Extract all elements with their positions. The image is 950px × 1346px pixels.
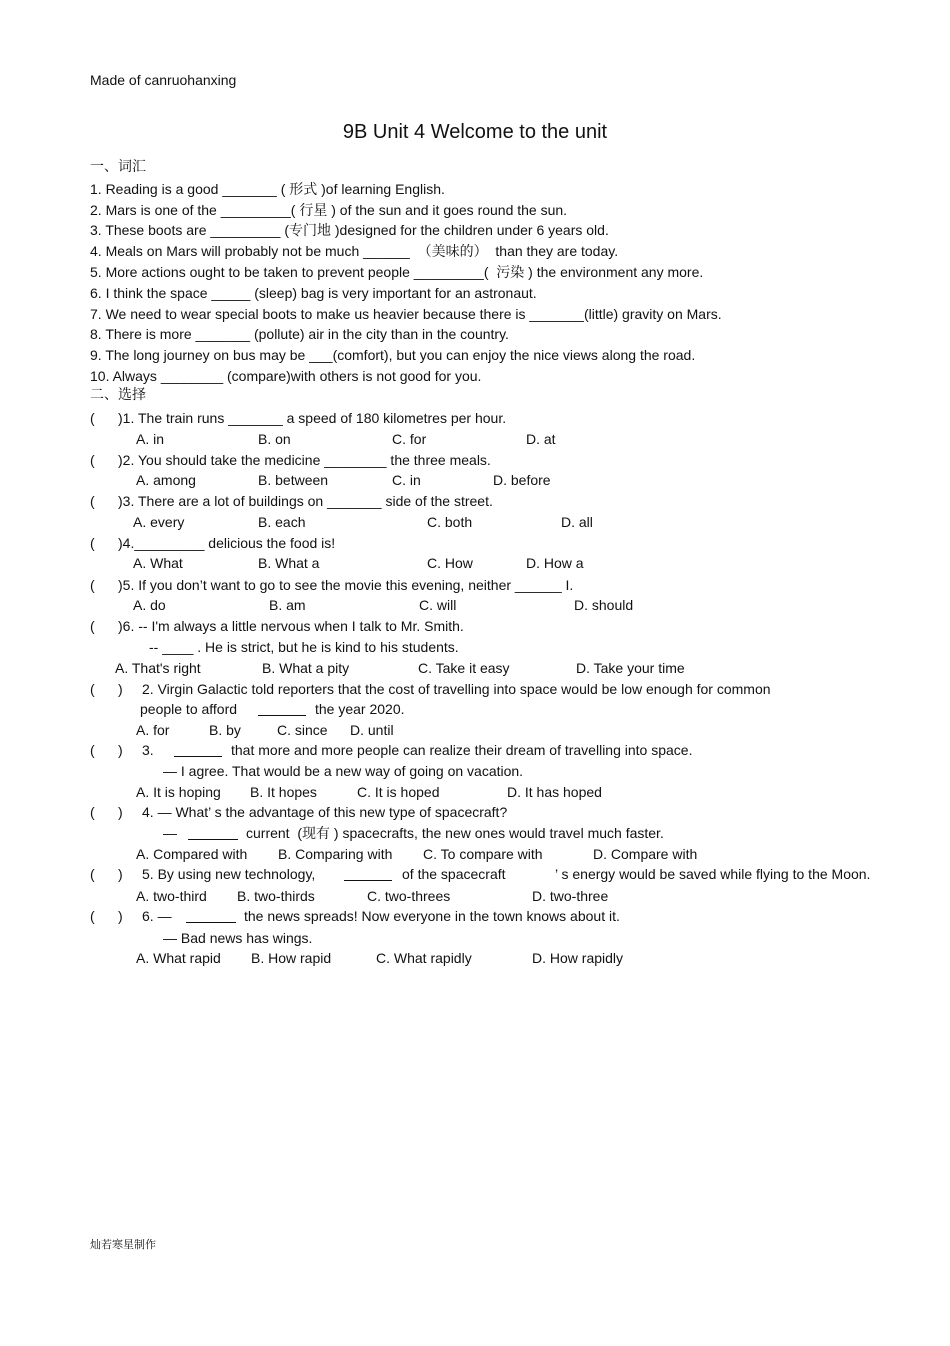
option-b: B. am [269, 597, 306, 613]
option-c: C. both [427, 514, 473, 530]
option-a: A. What rapid [136, 950, 221, 966]
vocab-item-6: 6. I think the space _____ (sleep) bag is very important for an astronaut. [90, 285, 537, 301]
section-heading-vocabulary: 一、词汇 [90, 158, 146, 174]
dialogue-reply: -- ____ . He is strict, but he is kind to his students. [149, 639, 459, 655]
option-d: D. Compare with [593, 846, 698, 862]
answer-parens: ( ) [90, 681, 123, 697]
vocab-item-10: 10. Always ________ (compare)with others is not good for you. [90, 368, 482, 384]
page-footer: 灿若寒星制作 [90, 1239, 156, 1251]
answer-parens: ( ) [90, 908, 123, 924]
option-a: A. among [136, 472, 196, 488]
option-a: A. It is hoping [136, 784, 221, 800]
answer-blank [344, 868, 392, 881]
option-c: C. in [392, 472, 421, 488]
choice-question-p4: 4. — What’ s the advantage of this new type of spacecraft? [142, 804, 508, 820]
page-title: 9B Unit 4 Welcome to the unit [342, 121, 608, 143]
option-b: B. between [258, 472, 329, 488]
question-continuation: ’ s energy would be saved while flying to the Moon. [555, 866, 871, 882]
choice-question-2: ( )2. You should take the medicine ________ the three meals. [90, 452, 491, 468]
choice-question-1: ( )1. The train runs _______ a speed of 180 kilometres per hour. [90, 410, 507, 426]
choice-question-p5: 5. By using new technology, [142, 866, 316, 882]
answer-blank [188, 827, 238, 840]
choice-question-4: ( )4._________ delicious the food is! [90, 535, 336, 551]
option-a: A. in [136, 431, 165, 447]
option-b: B. It hopes [250, 784, 317, 800]
dialogue-reply: — Bad news has wings. [163, 930, 313, 946]
option-d: D. How rapidly [532, 950, 624, 966]
option-c: C. for [392, 431, 427, 447]
option-c: C. will [419, 597, 457, 613]
option-b: B. How rapid [251, 950, 332, 966]
option-d: D. Take your time [576, 660, 685, 676]
option-b: B. Comparing with [278, 846, 393, 862]
section-heading-choice: 二、选择 [90, 386, 146, 402]
option-d: D. until [350, 722, 394, 738]
option-a: A. Compared with [136, 846, 248, 862]
page-header: Made of canruohanxing [90, 72, 237, 88]
dialogue-reply: current (现有 ) spacecrafts, the new ones would travel much faster. [246, 825, 664, 841]
option-d: D. all [561, 514, 593, 530]
dialogue-dash: — [163, 825, 177, 841]
option-b: B. on [258, 431, 291, 447]
option-c: C. What rapidly [376, 950, 472, 966]
option-c: C. It is hoped [357, 784, 440, 800]
answer-blank [258, 703, 306, 716]
vocab-item-4: 4. Meals on Mars will probably not be much ______ （美味的） than they are today. [90, 243, 619, 259]
question-continuation: people to afford [140, 701, 238, 717]
option-c: C. two-threes [367, 888, 451, 904]
option-b: B. What a [258, 555, 320, 571]
option-c: C. Take it easy [418, 660, 510, 676]
option-b: B. each [258, 514, 306, 530]
option-a: A. every [133, 514, 185, 530]
choice-question-5: ( )5. If you don’t want to go to see the movie this evening, neither ______ I. [90, 577, 574, 593]
option-d: D. before [493, 472, 551, 488]
option-b: B. two-thirds [237, 888, 315, 904]
question-number: 3. [142, 742, 154, 758]
option-d: D. two-three [532, 888, 609, 904]
vocab-item-2: 2. Mars is one of the _________( 行星 ) of the sun and it goes round the sun. [90, 202, 568, 218]
option-d: D. at [526, 431, 556, 447]
choice-question-p2: 2. Virgin Galactic told reporters that the cost of travelling into space would be low enough for common [142, 681, 771, 697]
question-continuation: the year 2020. [315, 701, 405, 717]
option-d: D. should [574, 597, 634, 613]
option-c: C. since [277, 722, 328, 738]
vocab-item-5: 5. More actions ought to be taken to prevent people _________( 污染 ) the environment any more. [90, 264, 704, 280]
option-a: A. What [133, 555, 183, 571]
choice-question-6: ( )6. -- I'm always a little nervous when I talk to Mr. Smith. [90, 618, 464, 634]
answer-parens: ( ) [90, 866, 123, 882]
dialogue-reply: — I agree. That would be a new way of going on vacation. [163, 763, 524, 779]
option-a: A. for [136, 722, 170, 738]
vocab-item-1: 1. Reading is a good _______ ( 形式 )of learning English. [90, 181, 445, 197]
vocab-item-7: 7. We need to wear special boots to make us heavier because there is _______(little) gravity on Mars. [90, 306, 722, 322]
option-c: C. How [427, 555, 473, 571]
option-d: D. How a [526, 555, 584, 571]
option-c: C. To compare with [423, 846, 543, 862]
choice-question-p6: the news spreads! Now everyone in the town knows about it. [244, 908, 620, 924]
vocab-item-8: 8. There is more _______ (pollute) air in the city than in the country. [90, 326, 509, 342]
answer-blank [174, 744, 222, 757]
option-d: D. It has hoped [507, 784, 602, 800]
option-a: A. That's right [115, 660, 201, 676]
option-a: A. do [133, 597, 166, 613]
vocab-item-3: 3. These boots are _________ (专门地 )designed for the children under 6 years old. [90, 222, 609, 238]
question-number: 6. — [142, 908, 172, 924]
option-b: B. by [209, 722, 241, 738]
choice-question-p3: that more and more people can realize their dream of travelling into space. [231, 742, 693, 758]
vocab-item-9: 9. The long journey on bus may be ___(comfort), but you can enjoy the nice views along the road. [90, 347, 696, 363]
option-b: B. What a pity [262, 660, 350, 676]
answer-parens: ( ) [90, 804, 123, 820]
question-continuation: of the spacecraft [402, 866, 506, 882]
answer-blank [186, 910, 236, 923]
choice-question-3: ( )3. There are a lot of buildings on _______ side of the street. [90, 493, 493, 509]
option-a: A. two-third [136, 888, 207, 904]
answer-parens: ( ) [90, 742, 123, 758]
